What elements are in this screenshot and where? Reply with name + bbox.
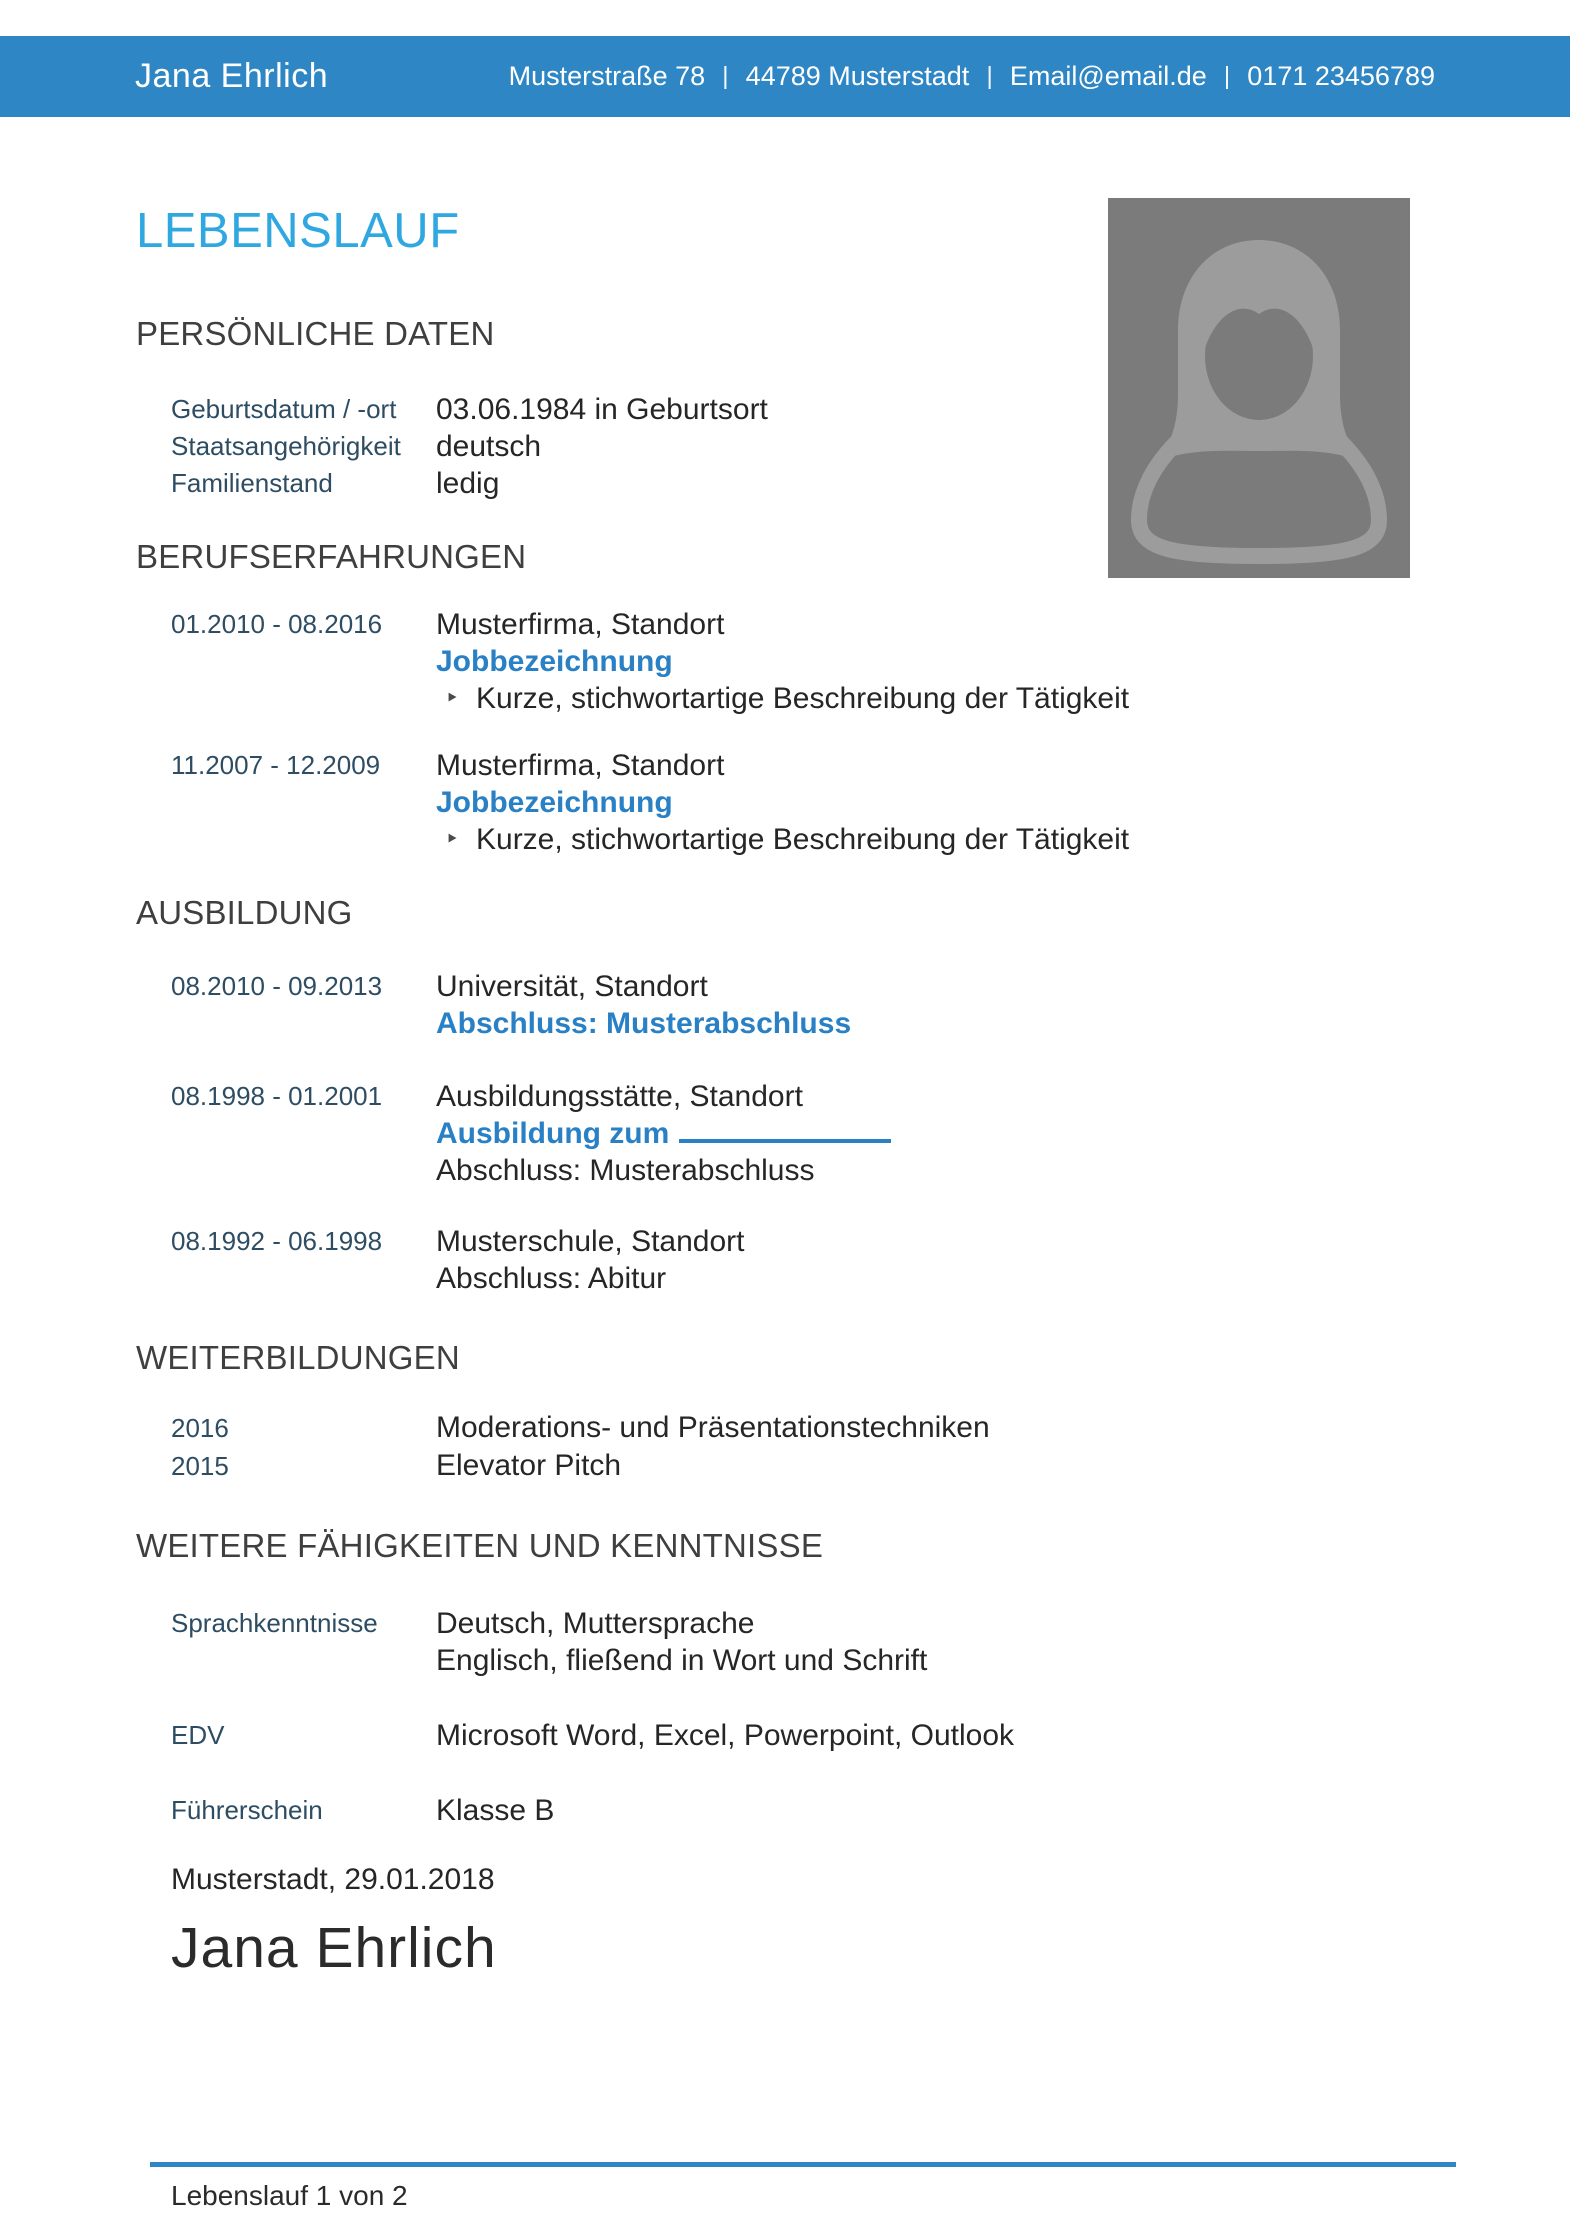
skills-values: [436, 1605, 1434, 1679]
entry-institution: Universität, Standort: [436, 970, 708, 1003]
entry-details: [436, 606, 1434, 717]
entry-details: [436, 747, 1434, 858]
blank-underline: [679, 1139, 891, 1143]
skills-line: Englisch, fließend in Wort und Schrift: [436, 1644, 928, 1677]
row-value: 03.06.1984 in Geburtsort: [436, 393, 768, 426]
header-bar: [0, 36, 1570, 117]
contact-address: Musterstraße 78: [508, 61, 706, 91]
row-label: Geburtsdatum / -ort: [171, 394, 397, 424]
bullet-text: Kurze, stichwortartige Beschreibung der Tätigkeit: [476, 682, 1130, 715]
entry-details: [436, 968, 1434, 1042]
section-training: [136, 1409, 1434, 1485]
entry-bullet-row: [436, 680, 1434, 717]
contact-phone: 0171 23456789: [1247, 61, 1435, 91]
entry-period: 08.1998 - 01.2001: [171, 1081, 383, 1111]
skills-label: Führerschein: [171, 1795, 323, 1825]
row-value: ledig: [436, 467, 500, 500]
section-heading-education: AUSBILDUNG: [136, 894, 353, 931]
skills-row: [136, 1605, 1434, 1679]
entry-role: Jobbezeichnung: [436, 645, 673, 678]
header-name: Jana Ehrlich: [135, 57, 329, 95]
entry-details: [436, 1223, 1434, 1297]
entry-degree: Abschluss: Musterabschluss: [436, 1007, 852, 1040]
contact-email: Email@email.de: [1009, 61, 1207, 91]
place-date: Musterstadt, 29.01.2018: [171, 1863, 495, 1896]
section-heading-skills: WEITERE FÄHIGKEITEN UND KENNTNISSE: [136, 1527, 824, 1564]
skills-line: Klasse B: [436, 1794, 555, 1827]
footer-rule: [150, 2162, 1456, 2167]
personal-row: [136, 391, 1434, 428]
training-year: 2016: [171, 1413, 229, 1443]
training-title: Elevator Pitch: [436, 1449, 622, 1482]
contact-separator: |: [986, 62, 993, 90]
footer-page-label: Lebenslauf 1 von 2: [171, 2180, 408, 2211]
entry-role: Jobbezeichnung: [436, 786, 673, 819]
skills-label: Sprachkenntnisse: [171, 1608, 378, 1638]
row-label: Familienstand: [171, 468, 333, 498]
row-label: Staatsangehörigkeit: [171, 431, 401, 461]
triangle-bullet-icon: ‣: [445, 685, 460, 712]
header-contact: [509, 61, 1435, 92]
skills-line: Deutsch, Muttersprache: [436, 1607, 755, 1640]
triangle-bullet-icon: ‣: [445, 826, 460, 853]
personal-row: [136, 428, 1434, 465]
contact-city: 44789 Musterstadt: [745, 61, 970, 91]
contact-separator: |: [1223, 62, 1231, 90]
entry-degree-label: Ausbildung zum: [436, 1117, 670, 1150]
entry-company: Musterfirma, Standort: [436, 749, 725, 782]
entry-period: 01.2010 - 08.2016: [171, 609, 383, 639]
section-heading-personal: PERSÖNLICHE DATEN: [136, 315, 495, 352]
skills-row: [136, 1792, 1434, 1829]
section-personal: [136, 391, 1434, 502]
skills-line: Microsoft Word, Excel, Powerpoint, Outlook: [436, 1719, 1014, 1752]
education-entry: [136, 1223, 1434, 1297]
entry-note: Abschluss: Musterabschluss: [436, 1154, 815, 1187]
skills-row: [136, 1717, 1434, 1754]
signature-name: Jana Ehrlich: [171, 1916, 497, 1980]
page-title: LEBENSLAUF: [136, 204, 460, 258]
training-year: 2015: [171, 1451, 229, 1481]
entry-degree: [436, 1115, 1434, 1152]
entry-bullet-row: [436, 821, 1434, 858]
entry-institution: Musterschule, Standort: [436, 1225, 745, 1258]
bullet-text: Kurze, stichwortartige Beschreibung der Tätigkeit: [476, 823, 1130, 856]
entry-period: 08.1992 - 06.1998: [171, 1226, 383, 1256]
entry-institution: Ausbildungsstätte, Standort: [436, 1080, 803, 1113]
section-heading-training: WEITERBILDUNGEN: [136, 1339, 460, 1376]
entry-period: 08.2010 - 09.2013: [171, 971, 383, 1001]
experience-entry: [136, 747, 1434, 858]
row-value: deutsch: [436, 430, 542, 463]
entry-details: [436, 1078, 1434, 1189]
education-entry: [136, 1078, 1434, 1189]
training-row: [136, 1409, 1434, 1447]
training-title: Moderations- und Präsentationstechniken: [436, 1411, 990, 1444]
section-heading-experience: BERUFSERFAHRUNGEN: [136, 538, 527, 575]
entry-note: Abschluss: Abitur: [436, 1262, 667, 1295]
education-entry: [136, 968, 1434, 1042]
skills-label: EDV: [171, 1720, 225, 1750]
document-body: [136, 205, 1434, 1980]
entry-period: 11.2007 - 12.2009: [171, 750, 381, 780]
personal-row: [136, 465, 1434, 502]
entry-company: Musterfirma, Standort: [436, 608, 725, 641]
experience-entry: [136, 606, 1434, 717]
contact-separator: |: [722, 62, 729, 90]
training-row: [136, 1447, 1434, 1485]
